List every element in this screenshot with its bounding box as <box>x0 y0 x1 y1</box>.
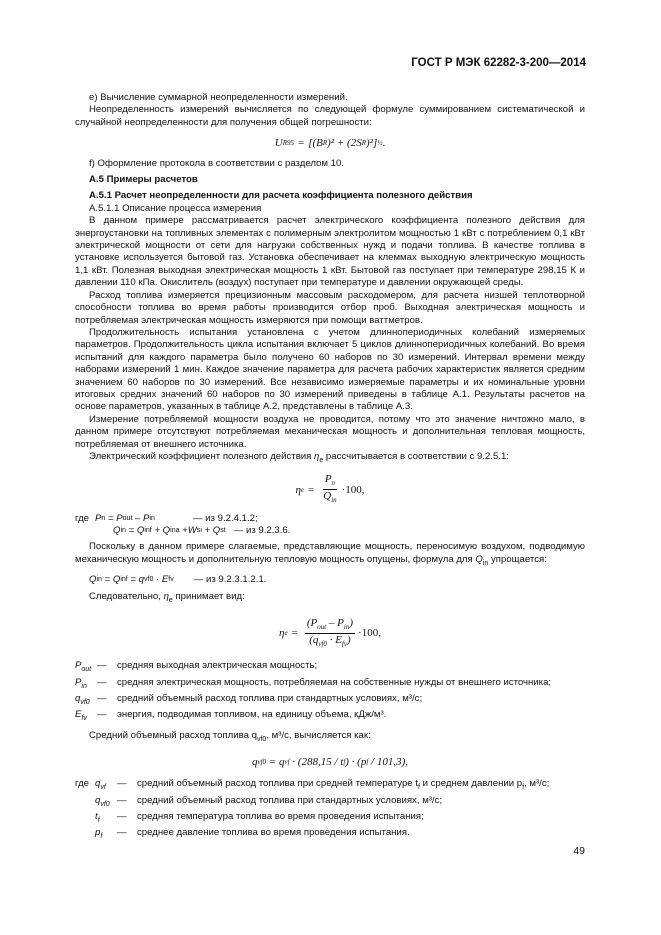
definitions-list-1 <box>75 660 585 725</box>
def-pf: $p_f$ — среднее давление топлива во время проведения испытания. <box>95 827 410 841</box>
formula-flow-rate: q vf0 = q vf · (288,15 / t f ) · (p f / 101,3), <box>251 755 409 768</box>
formula1-left-sub: R95 <box>282 139 294 148</box>
def-pout: $P_{out}$ — средняя выходная электрическая мощность; <box>75 660 318 674</box>
formula2-fraction: $\frac{P_n}{Q_{in}}$ <box>323 473 337 505</box>
para-test-duration: Продолжительность испытания установлена с учетом длиннопериодичных колебаний измеряемых параметров. Продолжительность цикла испытания включает 5 циклов длиннопериодичных колебаний. Во время испытаний для каждого параметра было получено 60 наборов по 30 измерений. Интервал времени между наборами измерений 1 мин. Каждое значение параметра для расчета рабочих характеристик является средним значением 60 наборов по 30 измерений. Все независимо измеряемые параметры и их номинальные уровни итоговых средних значений 60 наборов по 30 измерений приведены в таблице А.1. Результаты расчетов на основе параметров, указанных в таблице А.2, представлены в таблице А.3. <box>75 326 585 413</box>
formula1-mid: )² + (2S <box>327 137 362 150</box>
formula3-fraction: $\frac{(P_{out} - P_{in})}{(q_{vf0} \cdot E_{fv})}$ <box>306 616 354 649</box>
para-e-text: Неопределенность измерений вычисляется по следующей формуле суммированием систематической и случайной неопределенности для получения общей погрешности: <box>75 104 585 128</box>
def-pin: $P_{in}$ — средняя электрическая мощность, потребляемая на собственные нужды от внешнего источника; <box>75 676 552 690</box>
para-efficiency-intro: Электрический коэффициент полезного действия $\eta_e$ рассчитывается в соответствии с 9.2.5.1: <box>89 450 509 464</box>
formula-efficiency: η e = $\frac{P_n}{Q_{in}}$ ·100, <box>295 473 365 505</box>
formula1-end: )²] <box>365 137 378 150</box>
para-consequently: Следовательно, $\eta_e$ принимает вид: <box>89 590 245 604</box>
section-a51-heading: А.5.1 Расчет неопределенности для расчета коэффициента полезного действия <box>89 190 473 202</box>
formula1-b-sub: R <box>322 139 328 148</box>
para-air-power: Измерение потребляемой мощности воздуха не проводится, потому что это значение ничтожно мало, в данном примере отсутствуют потребляемая механическая мощность и дополнительная тепловая мощность, потребляемая от внешнего источника. <box>75 413 585 450</box>
para-example-description: В данном примере рассматривается расчет электрического коэффициента полезного действия для энергоустановки на топливных элементах с полимерным электролитом мощностью 1 кВт с потреблением 0,1 кВт электрической мощности от сети для нагрузки собственных нужд и подачи топлива. В качестве топлива в установке используется бытовой газ. Установка обеспечивает на клеммах выходную электрическую мощность 1,1 кВт. Полезная выходная электрическая мощность 1 кВт. Бытовой газ поступает при температуре 298,15 К и давлении 110 кПа. Окислитель (воздух) поступает при температуре и давлении окружающей среды. <box>75 215 585 289</box>
formula-efficiency-simplified: η e = $\frac{(P_{out} - P_{in})}{(q_{vf0} \cdot E_{fv})}$ ·100, <box>279 616 381 649</box>
formula1-left: U <box>274 137 283 150</box>
def-qvf0: $q_{vf0}$ — средний объемный расход топлива при стандартных условиях, м³/с; <box>75 692 423 706</box>
where-row-pn: где P n = P out – P in — из 9.2.4.1.2; <box>75 512 258 524</box>
formula1-tail: . <box>382 137 386 150</box>
formula1-eq: = <box>297 137 305 150</box>
formula1-bracket: [(B <box>308 137 323 150</box>
qin-simplified-row: Q in = Q inf = q vf0 · E fv — из 9.2.3.1.2.1. <box>89 574 267 586</box>
para-flow-rate-intro: Средний объемный расход топлива $q_{vf0}$, м³/с, вычисляется как: <box>89 729 371 743</box>
def-efv: $E_{fv}$ — энергия, подводимая топливом, на единицу объема, кДж/м³. <box>75 709 387 723</box>
def-qvf0-2: $q_{vf0}$ — средний объемный расход топлива при стандартных условиях, м³/с; <box>95 794 443 808</box>
where-list <box>75 513 585 538</box>
def-tf: $t_f$ — средняя температура топлива во время проведения испытания; <box>95 810 424 824</box>
section-a5-heading: А.5 Примеры расчетов <box>89 174 198 186</box>
formula1-exp: ½ <box>377 139 383 148</box>
formula1-s-sub: R <box>361 139 366 148</box>
para-fuel-flow: Расход топлива измеряется прецизионным массовым расходомером, для расчета низшей теплотворной способности топлива во время работы производится отбор проб. Выходная электрическая мощность и потребляемая электрическая мощность измеряются при помощи ваттметров. <box>75 289 585 326</box>
page-number: 49 <box>573 845 585 857</box>
section-a511-heading: А.5.1.1 Описание процесса измерения <box>89 202 262 214</box>
definitions-list-2 <box>75 778 585 843</box>
para-simplification: Поскольку в данном примере слагаемые, представляющие мощность, переносимую воздухом, подводимую механическую мощность и дополнительную тепловую мощность опущены, формула для $Q_{in}$ упрощается: <box>75 541 585 567</box>
para-e-title: е) Вычисление суммарной неопределенности измерений. <box>89 92 348 103</box>
page-content <box>75 92 585 844</box>
standard-header: ГОСТ Р МЭК 62282-3-200—2014 <box>411 57 586 69</box>
para-f: f) Оформление протокола в соответствии с разделом 10. <box>89 157 344 169</box>
def-qvf: где $q_{vf}$ — средний объемный расход топлива при средней температуре $t_f$ и среднем давлении $p_f$, м³/с; <box>75 778 550 792</box>
formula-uncertainty <box>75 137 585 149</box>
where-row-qin: Q in = Q inf + Q ina +W si + Q st — из 9.2.3.6. <box>113 525 291 537</box>
